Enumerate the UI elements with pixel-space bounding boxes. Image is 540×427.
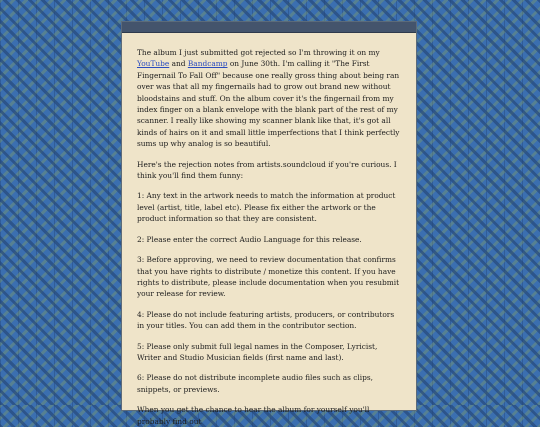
rejection-intro-paragraph: Here's the rejection notes from artists.soundcloud if you're curious. I think you'll find them funny: [137, 159, 397, 181]
rejection-note-1: 1: Any text in the artwork needs to match the information at product level (artist, title, label etc). Please fix either the artwork or the product information so that they are consistent. [137, 191, 396, 224]
post-header-bar [122, 22, 416, 33]
post-body [122, 33, 416, 427]
blog-post-container [121, 21, 417, 426]
rejection-note-5: 5: Please only submit full legal names in the Composer, Lyricist, Writer and Studio Musician fields (first name and last). [137, 341, 378, 362]
rejection-note-4: 4: Please do not include featuring artists, producers, or contributors in your titles. You can add them in the contributor section. [137, 309, 395, 331]
rejection-note-3: 3: Before approving, we need to review documentation that confirms that you have rights to distribute / monetize this content. If you have rights to distribute, please include documentation when you resubmit your release for review. [137, 255, 400, 299]
closing-paragraph: When you get the chance to hear the album for yourself you'll probably find out [137, 405, 370, 426]
rejection-note-6: 6: Please do not distribute incomplete audio files such as clips, snippets, or previews. [137, 373, 374, 394]
bandcamp-link[interactable]: Bandcamp [187, 59, 228, 69]
intro-text-2: and [169, 59, 188, 69]
intro-paragraph [137, 47, 401, 150]
youtube-link[interactable]: YouTube [137, 59, 170, 69]
intro-text-3: on June 30th. I'm calling it "The First Fingernail To Fall Off" because one really gross thing about being ran over was that all my fingernails had to grow out brand new without bloodstains and stuff. On the album cover it's the fingernail from my index finger on a blank envelope with the blank part of the rest of my scanner. I really like showing my scanner blank like that, it's got all kinds of hairs on it and small little imperfections that I think perfectly sums up why analog is so beautiful. [137, 59, 400, 149]
intro-text-1: The album I just submitted got rejected so I'm throwing it on my [137, 48, 380, 57]
rejection-note-2: 2: Please enter the correct Audio Language for this release. [137, 234, 362, 244]
